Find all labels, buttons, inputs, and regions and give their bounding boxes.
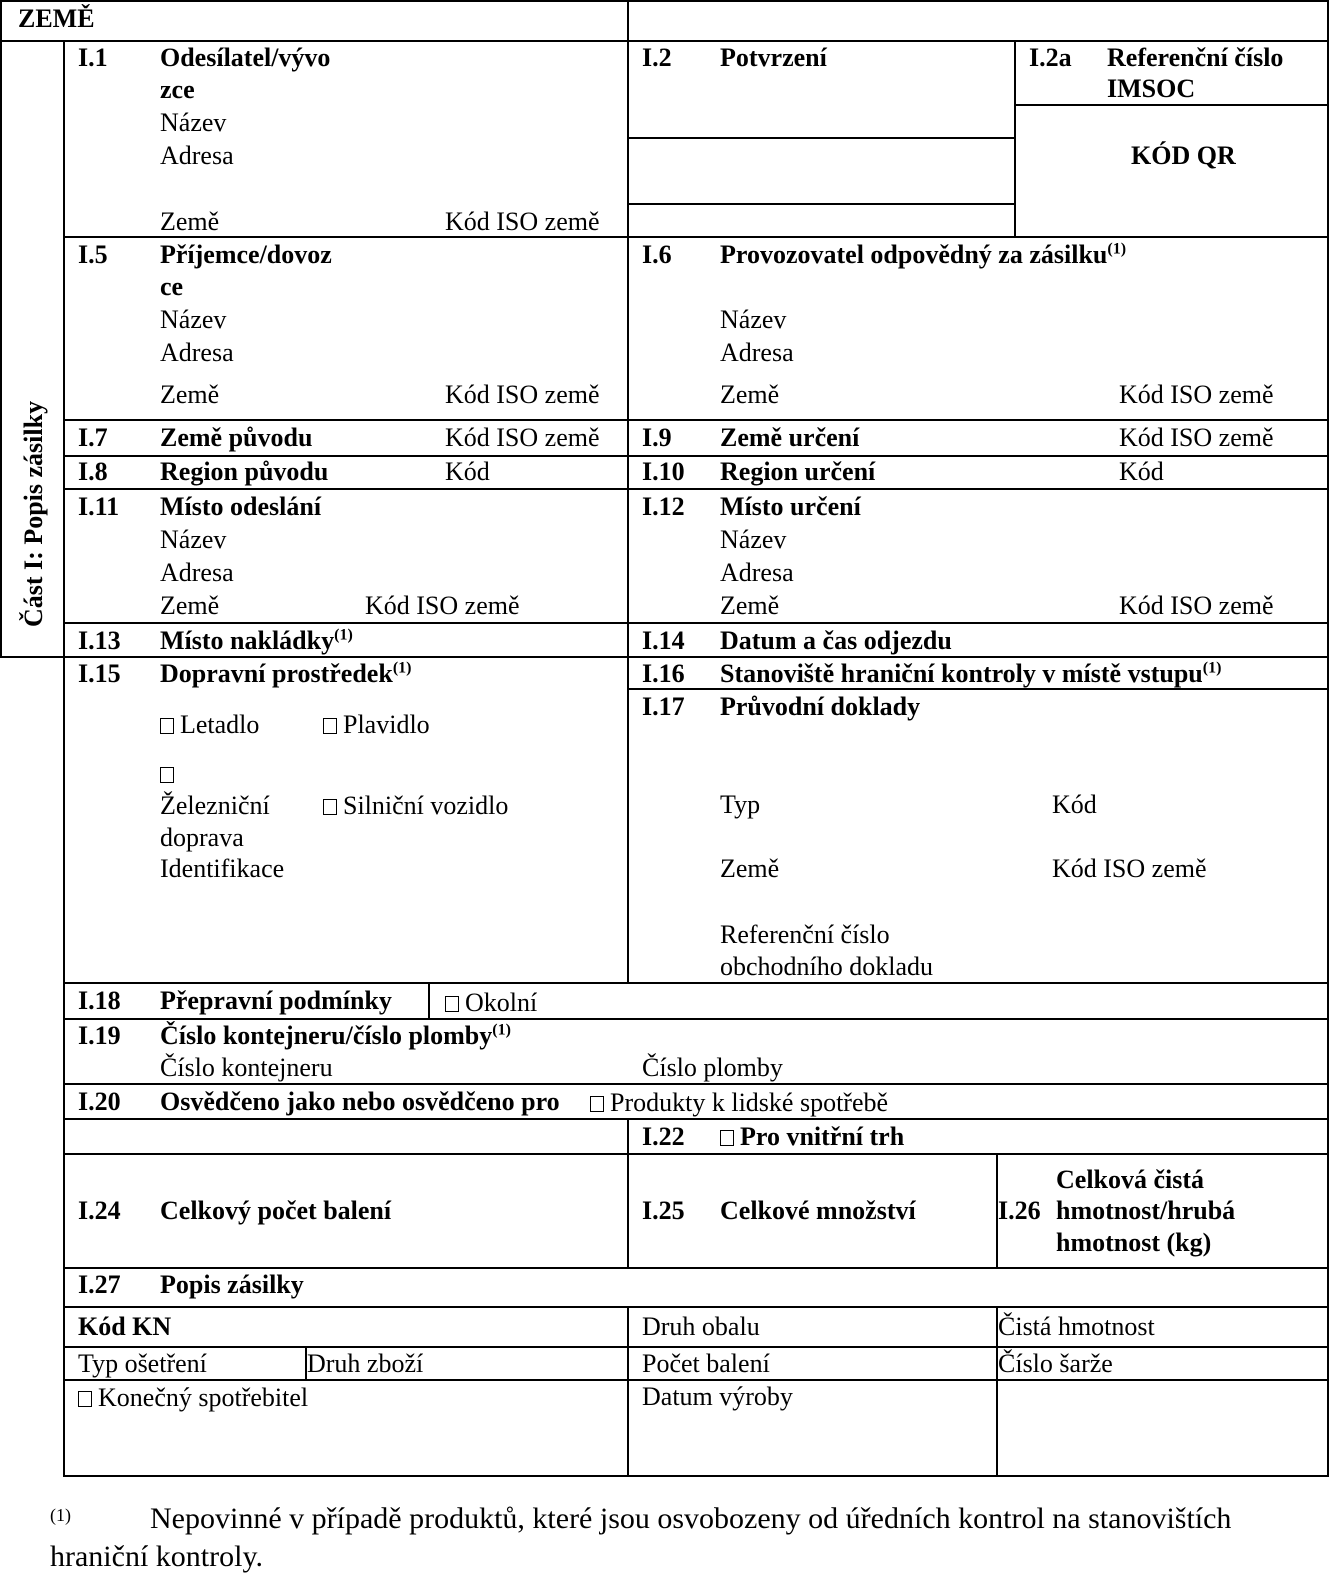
box-title: Místo nakládky$^{(1)}$ [160, 626, 353, 655]
country-header: ZEMĚ [18, 4, 95, 33]
field-label: Kód ISO země [445, 423, 600, 452]
option-internal-market[interactable]: Pro vnitřní trh [720, 1120, 904, 1153]
rule [627, 203, 1015, 205]
rule [63, 1306, 1328, 1308]
option-aircraft[interactable]: Letadlo [160, 708, 259, 741]
box-title: Průvodní doklady [720, 692, 921, 721]
rule [627, 40, 629, 984]
box-title: Celkový počet balení [160, 1196, 392, 1225]
field-label: Adresa [160, 558, 234, 587]
box-title: Celkové množství [720, 1196, 916, 1225]
field-label: Země [160, 207, 220, 236]
field-label: Název [160, 108, 227, 137]
box-number: I.2 [642, 43, 672, 72]
field-label: Název [160, 305, 227, 334]
column-production-date: Datum výroby [642, 1382, 793, 1411]
box-title: Dopravní prostředek$^{(1)}$ [160, 659, 412, 688]
checkbox[interactable] [323, 718, 337, 734]
checkbox[interactable] [445, 996, 459, 1012]
rule [627, 1306, 629, 1476]
box-number: I.6 [642, 240, 672, 269]
box-title: Stanoviště hraniční kontroly v místě vstupu$^{(1)}$ [720, 659, 1222, 688]
box-number: I.8 [78, 457, 108, 486]
field-label: Kód ISO země [1119, 380, 1274, 409]
field-label: Kód [1119, 457, 1164, 486]
field-label: Země [720, 854, 780, 883]
checkbox[interactable] [160, 767, 174, 783]
column-package-type: Druh obalu [642, 1312, 760, 1341]
field-label: Adresa [160, 141, 234, 170]
field-label: Referenční číslo [720, 920, 890, 949]
box-number: I.13 [78, 626, 121, 655]
box-title: ce [160, 272, 184, 301]
footnote-ref: (1) [492, 1021, 511, 1039]
box-number: I.12 [642, 492, 685, 521]
box-title: Místo určení [720, 492, 861, 521]
box-title: Region určení [720, 457, 876, 486]
box-title: Země určení [720, 423, 860, 452]
box-title: Přepravní podmínky [160, 986, 392, 1015]
box-number: I.20 [78, 1087, 121, 1116]
column-cn-code: Kód KN [78, 1312, 172, 1341]
field-label: Kód [445, 457, 490, 486]
footnote-ref: (1) [334, 626, 353, 644]
footnote-ref: (1) [1107, 240, 1127, 258]
field-label: Země [720, 591, 780, 620]
option-vessel[interactable]: Plavidlo [323, 708, 430, 741]
box-title: Provozovatel odpovědný za zásilku$^{(1)}$ [720, 240, 1127, 269]
rule [428, 982, 430, 1019]
field-label: Kód ISO země [365, 591, 520, 620]
column-batch-number: Číslo šarže [998, 1349, 1113, 1378]
box-number: I.19 [78, 1021, 121, 1050]
box-number: I.2a [1029, 43, 1072, 72]
option-rail-label: doprava [160, 823, 244, 852]
field-label: Adresa [720, 558, 794, 587]
part-label: Část I: Popis zásilky [19, 400, 48, 627]
column-package-count: Počet balení [642, 1349, 770, 1378]
checkbox[interactable] [78, 1391, 92, 1407]
option-human-consumption[interactable]: Produkty k lidské spotřebě [590, 1086, 888, 1119]
box-title: Celková čistá [1056, 1165, 1205, 1194]
checkbox[interactable] [323, 799, 337, 815]
box-number: I.26 [998, 1196, 1041, 1225]
footnote-mark: (1) [50, 1505, 71, 1525]
box-title: Místo odeslání [160, 492, 322, 521]
box-number: I.10 [642, 457, 685, 486]
rule [627, 1118, 629, 1268]
field-label: Adresa [160, 338, 234, 367]
field-label: Kód ISO země [1052, 854, 1207, 883]
header-divider [627, 0, 629, 41]
field-label: Identifikace [160, 854, 285, 883]
option-road-vehicle[interactable]: Silniční vozidlo [323, 789, 508, 822]
field-label: Kód [1052, 790, 1097, 819]
option-ambient[interactable]: Okolní [445, 986, 537, 1019]
rule [627, 137, 1015, 139]
box-title: Region původu [160, 457, 329, 486]
column-net-weight: Čistá hmotnost [998, 1312, 1155, 1341]
box-number: I.22 [642, 1122, 685, 1151]
field-label: Země [720, 380, 780, 409]
box-title: Osvědčeno jako nebo osvědčeno pro [160, 1087, 560, 1116]
box-title: Referenční číslo [1107, 43, 1284, 72]
field-label: Název [160, 525, 227, 554]
box-number: I.11 [78, 492, 120, 521]
option-final-consumer[interactable]: Konečný spotřebitel [78, 1381, 308, 1414]
field-label: Kód ISO země [1119, 591, 1274, 620]
footnote-ref: (1) [1202, 659, 1222, 677]
box-number: I.16 [642, 659, 685, 688]
box-number: I.24 [78, 1196, 121, 1225]
field-label: Adresa [720, 338, 794, 367]
checkbox[interactable] [720, 1130, 734, 1146]
checkbox[interactable] [590, 1096, 604, 1112]
box-number: I.15 [78, 659, 121, 688]
qr-code-placeholder: KÓD QR [1131, 141, 1236, 170]
box-title: Číslo kontejneru/číslo plomby$^{(1)}$ [160, 1021, 511, 1050]
field-label: Kód ISO země [445, 207, 600, 236]
column-treatment-type: Typ ošetření [78, 1349, 207, 1378]
box-title: Potvrzení [720, 43, 827, 72]
field-label: Typ [720, 790, 761, 819]
box-title: Odesílatel/vývo [160, 43, 331, 72]
column-commodity-type: Druh zboží [307, 1349, 424, 1378]
box-title: hmotnost (kg) [1056, 1228, 1212, 1257]
header-frame [0, 0, 1329, 42]
field-label: Číslo plomby [642, 1053, 783, 1082]
box-title: Příjemce/dovoz [160, 240, 332, 269]
box-number: I.27 [78, 1270, 121, 1299]
box-number: I.1 [78, 43, 108, 72]
rule [1014, 40, 1016, 237]
field-label: Název [720, 525, 787, 554]
box-number: I.5 [78, 240, 108, 269]
box-title: Země původu [160, 423, 313, 452]
box-title: zce [160, 75, 195, 104]
option-rail-checkbox[interactable] [160, 757, 180, 790]
box-number: I.18 [78, 986, 121, 1015]
box-title: Popis zásilky [160, 1270, 304, 1299]
footnote-ref: (1) [392, 659, 412, 677]
box-number: I.9 [642, 423, 672, 452]
box-title: hmotnost/hrubá [1056, 1196, 1236, 1225]
box-number: I.14 [642, 626, 685, 655]
rule [63, 1153, 1328, 1155]
box-title: IMSOC [1107, 74, 1196, 103]
field-label: Kód ISO země [445, 380, 600, 409]
field-label: Země [160, 380, 220, 409]
field-label: Název [720, 305, 787, 334]
field-label: Země [160, 591, 220, 620]
box-number: I.25 [642, 1196, 685, 1225]
footnote-text: Nepovinné v případě produktů, které jsou osvobozeny od úředních kontrol na stanovištích hraniční kontroly. [50, 1502, 1232, 1573]
field-label: Číslo kontejneru [160, 1053, 333, 1082]
box-title: Datum a čas odjezdu [720, 626, 952, 655]
box-number: I.17 [642, 692, 685, 721]
field-label: Kód ISO země [1119, 423, 1274, 452]
field-label: obchodního dokladu [720, 952, 934, 981]
box-number: I.7 [78, 423, 108, 452]
option-rail-label: Železniční [160, 791, 270, 820]
checkbox[interactable] [160, 718, 174, 734]
